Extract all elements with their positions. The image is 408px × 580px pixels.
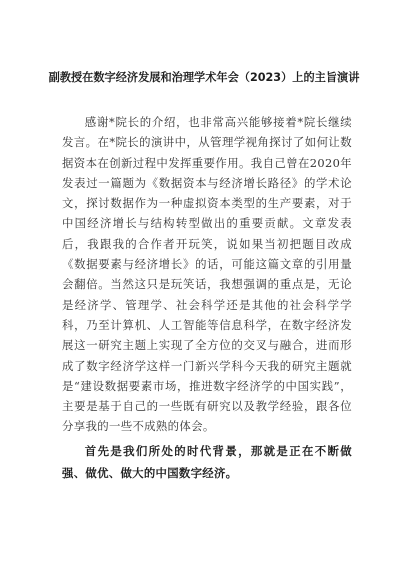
- body-paragraph: 感谢*院长的介绍，也非常高兴能够接着*院长继续发言。在*院长的演讲中，从管理学视角探讨了如何让数据资本在创新过程中发挥重要作用。我自己曾在2020年发表过一篇题为《数据资本与经济增长路径》的学术论文，探讨数据作为一种虚拟资本类型的生产要素，对于中国经济增长与结构转型做出的重要贡献。文章发表后，我跟我的合作者开玩笑，说如果当初把题目改成《数据要素与经济增长》的话，可能这篇文章的引用量会翻倍。当然这只是玩笑话，我想强调的重点是，无论是经济学、管理学、社会科学还是其他的社会科学学科，乃至计算机、人工智能等信息科学，在数字经济发展这一研究主题上实现了全方位的交叉与融合，进而形成了数字经济学这样一门新兴学科今天我的研究主题就是“建设数据要素市场，推进数字经济学的中国实践”，主要是基于自己的一些既有研究以及教学经验，跟各位分享我的一些不成熟的体会。: [62, 115, 352, 434]
- document-body: [62, 112, 352, 437]
- document-title: 副教授在数字经济发展和治理学术年会（2023）上的主旨演讲: [48, 71, 360, 84]
- closing-paragraph: 首先是我们所处的时代背景，那就是正在不断做强、做优、做大的中国数字经济。: [62, 444, 352, 480]
